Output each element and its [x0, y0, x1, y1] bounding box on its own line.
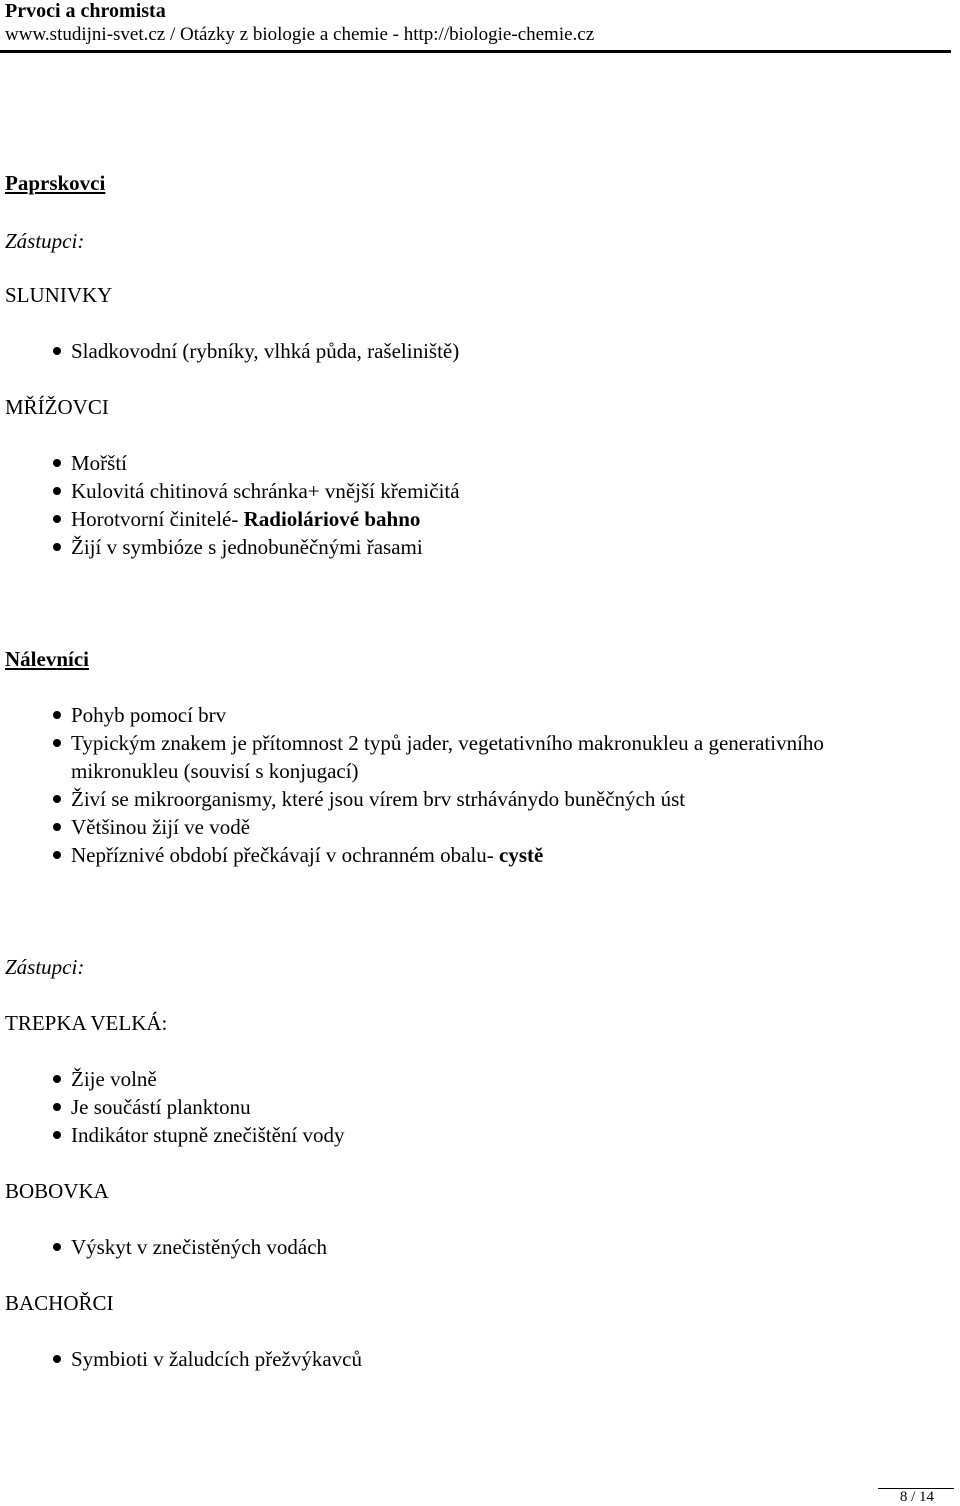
list-trepka: [0, 1065, 900, 1149]
list-item: Žije volně: [0, 1065, 900, 1093]
list-bobovka: [0, 1233, 900, 1261]
doc-source: www.studijni-svet.cz / Otázky z biologie a chemie - http://biologie-chemie.cz: [5, 24, 595, 45]
group-slunivky: SLUNIVKY: [5, 283, 113, 307]
list-item: Indikátor stupně znečištění vody: [0, 1121, 900, 1149]
list-item: Žijí v symbióze s jednobuněčnými řasami: [0, 533, 900, 561]
page-number: 8 / 14: [899, 1489, 934, 1505]
list-bachorci: [0, 1345, 900, 1373]
list-nalevnici: [0, 701, 900, 869]
list-item: Většinou žijí ve vodě: [0, 813, 900, 841]
group-bachorci: BACHOŘCI: [5, 1291, 114, 1315]
list-item: Typickým znakem je přítomnost 2 typů jader, vegetativního makronukleu a generativního mikronukleu (souvisí s konjugací): [0, 729, 886, 785]
doc-title: Prvoci a chromista: [5, 0, 166, 22]
list-mrizovci: [0, 449, 900, 561]
list-item: Nepříznivé období přečkávají v ochranném obalu- cystě: [0, 841, 900, 869]
list-item: Živí se mikroorganismy, které jsou vírem brv strháványdo buněčných úst: [0, 785, 900, 813]
list-item: Sladkovodní (rybníky, vlhká půda, rašeliniště): [0, 337, 900, 365]
list-item: Mořští: [0, 449, 900, 477]
group-mrizovci: MŘÍŽOVCI: [5, 395, 109, 419]
page-header: [5, 0, 956, 48]
heading-paprskovci: Paprskovci: [5, 171, 106, 195]
list-item: Pohyb pomocí brv: [0, 701, 900, 729]
list-item: Symbioti v žaludcích přežvýkavců: [0, 1345, 900, 1373]
header-divider: [0, 50, 951, 53]
list-slunivky: [0, 337, 900, 365]
list-item: Horotvorní činitelé- Radioláriové bahno: [0, 505, 900, 533]
zastupci-label: Zástupci:: [5, 229, 85, 253]
list-item: Výskyt v znečistěných vodách: [0, 1233, 900, 1261]
heading-nalevnici: Nálevníci: [5, 647, 89, 671]
zastupci-label: Zástupci:: [5, 955, 85, 979]
group-bobovka: BOBOVKA: [5, 1179, 109, 1203]
group-trepka: TREPKA VELKÁ:: [5, 1011, 168, 1035]
list-item: Je součástí planktonu: [0, 1093, 900, 1121]
list-item: Kulovitá chitinová schránka+ vnější křemičitá: [0, 477, 900, 505]
